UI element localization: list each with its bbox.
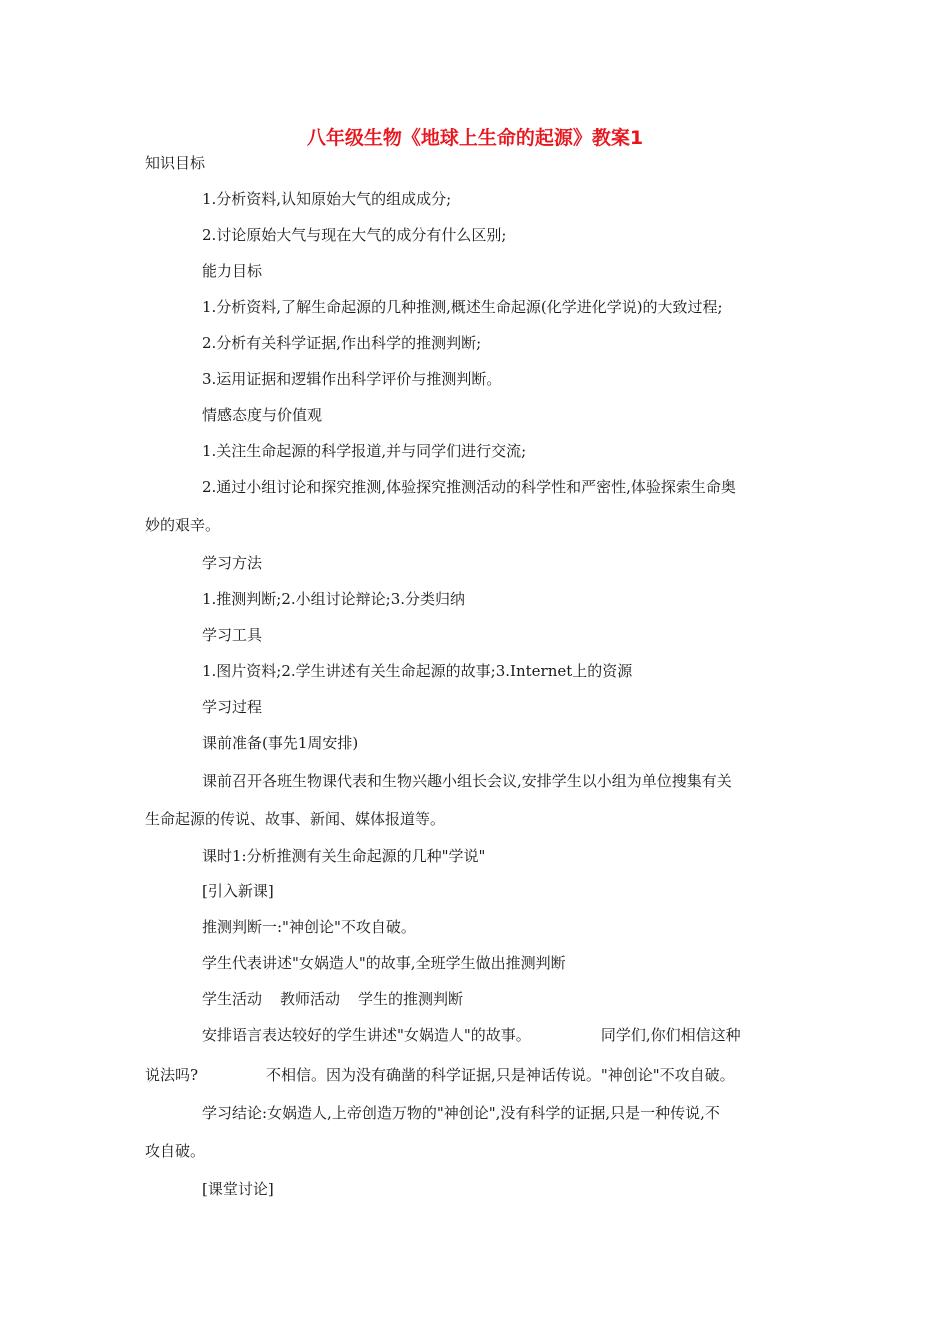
row1-student-activity: 安排语言表达较好的学生讲述"女娲造人"的故事。 [202,1026,531,1044]
intro-new-lesson: [引入新课] [202,882,274,900]
heading-learning-tools: 学习工具 [202,626,263,644]
preparation-text: 课前召开各班生物课代表和生物兴趣小组长会议,安排学生以小组为单位搜集有关 [202,772,732,790]
lesson-1-heading: 课时1:分析推测有关生命起源的几种"学说" [202,847,486,865]
ability-goal-3: 3.运用证据和逻辑作出科学评价与推测判断。 [202,370,502,388]
row1-teacher-activity: 同学们,你们相信这种 [600,1026,741,1044]
activity-row-1 [202,1024,741,1046]
heading-ability-goals: 能力目标 [202,262,263,280]
learning-tools-text: 1.图片资料;2.学生讲述有关生命起源的故事;3.Internet上的资源 [202,662,633,680]
knowledge-goal-2: 2.讨论原始大气与现在大气的成分有什么区别; [202,226,507,244]
learning-conclusion-continued: 攻自破。 [145,1142,206,1160]
preparation-text-continued: 生命起源的传说、故事、新闻、媒体报道等。 [145,810,446,828]
heading-learning-methods: 学习方法 [202,554,263,572]
activity-row-2 [145,1064,735,1086]
attitude-goal-2-continued: 妙的艰辛。 [145,516,221,534]
row2-teacher-activity: 说法吗? [145,1066,199,1084]
heading-learning-process: 学习过程 [202,698,263,716]
student-story-text: 学生代表讲述"女娲造人"的故事,全班学生做出推测判断 [202,954,566,972]
learning-methods-text: 1.推测判断;2.小组讨论辩论;3.分类归纳 [202,590,466,608]
preparation-heading: 课前准备(事先1周安排) [202,734,359,752]
row2-student-judgment: 不相信。因为没有确凿的科学证据,只是神话传说。"神创论"不攻自破。 [266,1066,735,1084]
learning-conclusion: 学习结论:女娲造人,上帝创造万物的"神创论",没有科学的证据,只是一种传说,不 [202,1104,720,1122]
attitude-goal-1: 1.关注生命起源的科学报道,并与同学们进行交流; [202,442,527,460]
knowledge-goal-1: 1.分析资料,认知原始大气的组成成分; [202,190,452,208]
heading-attitude-values: 情感态度与价值观 [202,406,323,424]
column-student-activity: 学生活动 [202,990,263,1008]
attitude-goal-2: 2.通过小组讨论和探究推测,体验探究推测活动的科学性和严密性,体验探索生命奥 [202,478,736,496]
document-title: 八年级生物《地球上生命的起源》教案1 [306,127,644,149]
column-student-judgment: 学生的推测判断 [358,990,464,1008]
judgment-one-heading: 推测判断一:"神创论"不攻自破。 [202,918,416,936]
class-discussion-heading: [课堂讨论] [202,1180,274,1198]
heading-knowledge-goals: 知识目标 [145,154,206,172]
column-teacher-activity: 教师活动 [280,990,341,1008]
ability-goal-2: 2.分析有关科学证据,作出科学的推测判断; [202,334,482,352]
ability-goal-1: 1.分析资料,了解生命起源的几种推测,概述生命起源(化学进化学说)的大致过程; [202,298,723,316]
activity-columns-header [202,988,463,1010]
